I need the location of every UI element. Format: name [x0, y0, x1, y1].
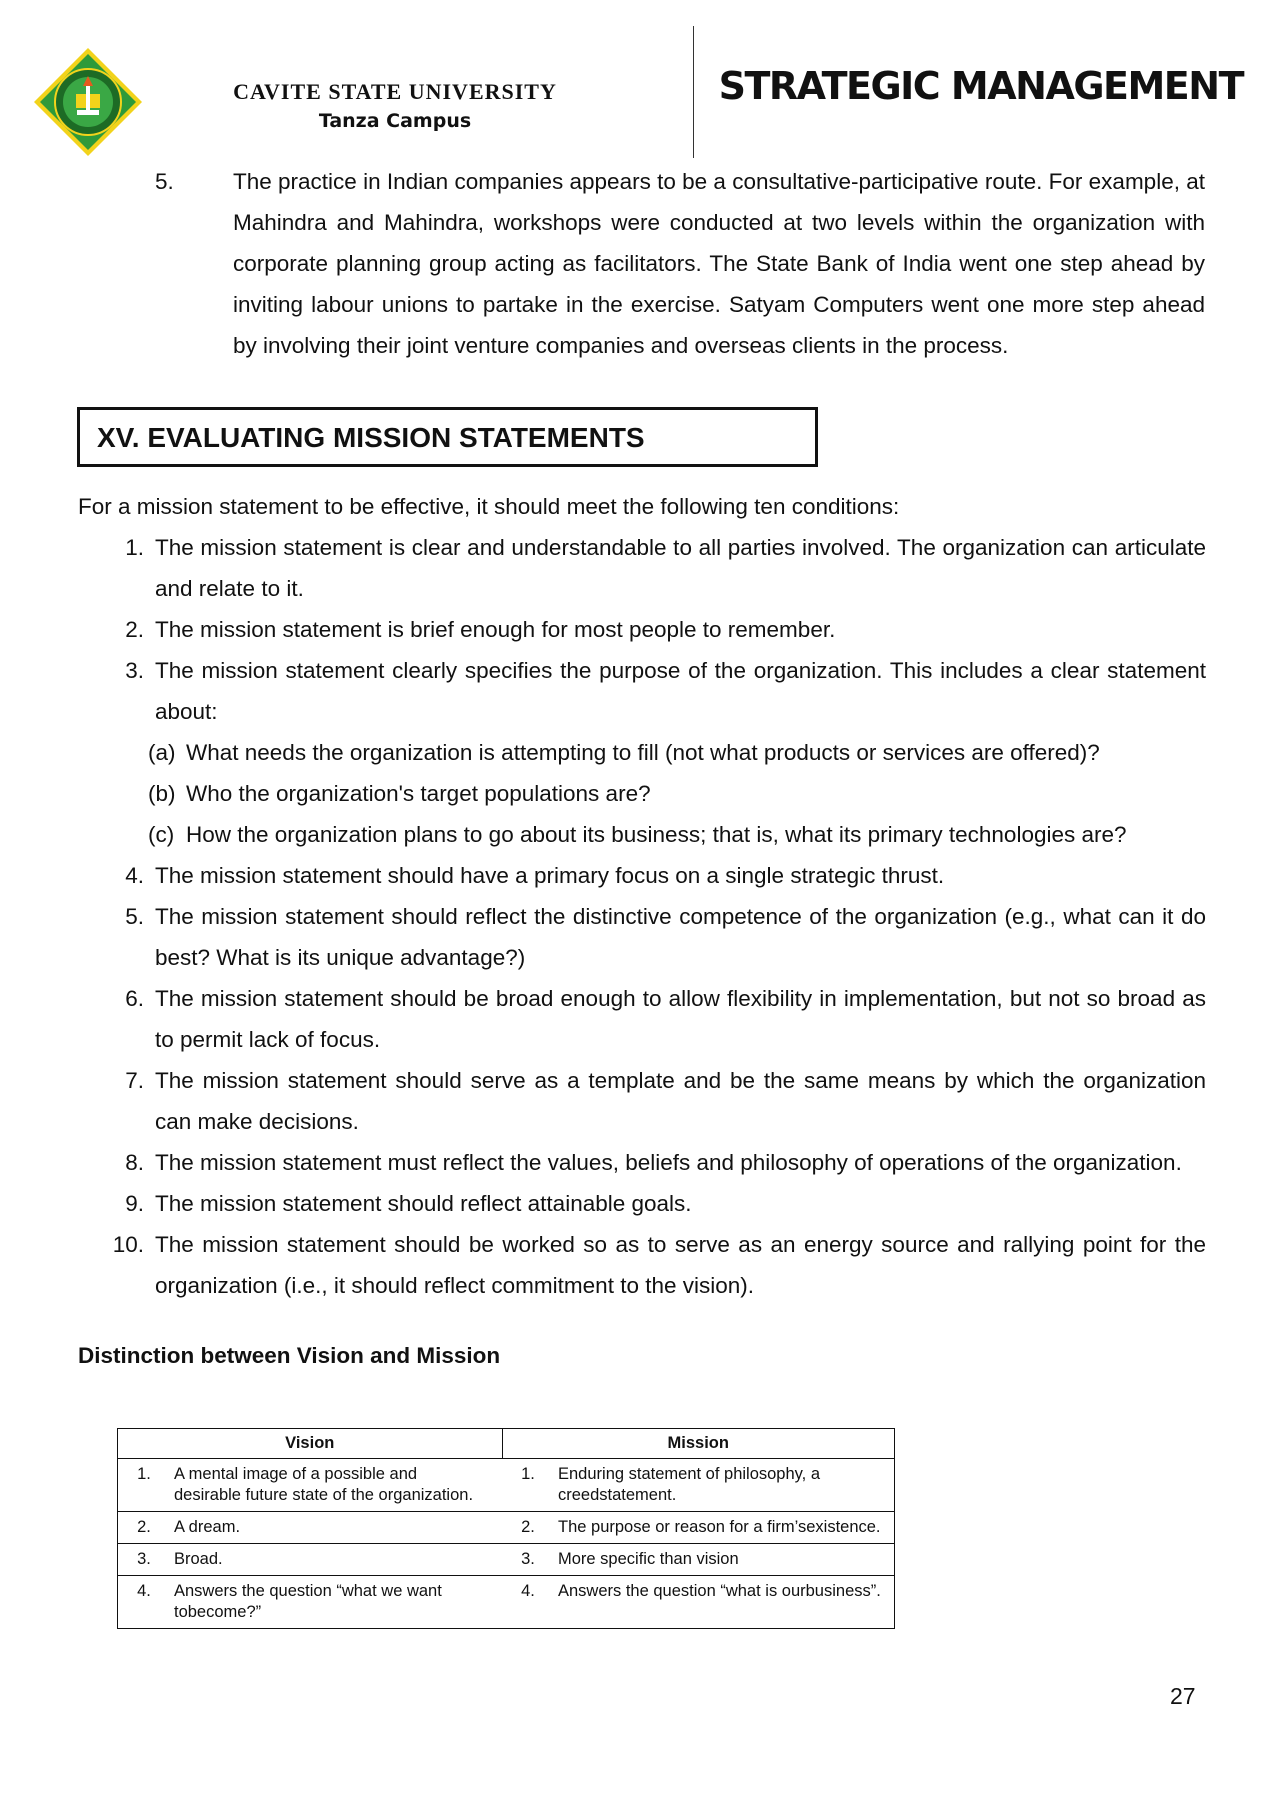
condition-number: 8. — [125, 1150, 144, 1175]
mission-cell: Answers the question “what is ourbusiness”. — [554, 1576, 895, 1629]
condition-number: 9. — [125, 1191, 144, 1216]
vision-number: 4. — [118, 1576, 171, 1629]
condition-number: 7. — [125, 1068, 144, 1093]
condition-text: The mission statement must reflect the values, beliefs and philosophy of operations of the organization. — [155, 1150, 1182, 1175]
list-item-number: 5. — [155, 169, 174, 194]
condition-2 — [110, 609, 1206, 650]
condition-3-sub-c — [148, 814, 1206, 855]
condition-number: 2. — [125, 617, 144, 642]
condition-3-sub-a — [148, 732, 1206, 773]
condition-9 — [110, 1183, 1206, 1224]
condition-text: The mission statement clearly specifies the purpose of the organization. This includes a clear statement about: — [155, 658, 1206, 724]
sub-item-letter: (a) — [148, 740, 176, 765]
condition-text: The mission statement should serve as a template and be the same means by which the organization can make decisions. — [155, 1068, 1206, 1134]
condition-text: The mission statement should have a primary focus on a single strategic thrust. — [155, 863, 945, 888]
condition-1 — [110, 527, 1206, 609]
condition-4 — [110, 855, 1206, 896]
condition-number: 5. — [125, 904, 144, 929]
condition-3 — [110, 650, 1206, 732]
header-divider — [693, 26, 694, 158]
sub-item-letter: (b) — [148, 781, 176, 806]
table-row — [118, 1544, 895, 1576]
course-title: STRATEGIC MANAGEMENT — [718, 64, 1243, 108]
condition-text: The mission statement should reflect attainable goals. — [155, 1191, 692, 1216]
sub-item-letter: (c) — [148, 822, 175, 847]
conditions-list — [110, 527, 1206, 1306]
mission-number: 4. — [502, 1576, 554, 1629]
distinction-title: Distinction between Vision and Mission — [78, 1343, 501, 1368]
condition-text: The mission statement is clear and understandable to all parties involved. The organization can articulate and relate to it. — [155, 535, 1206, 601]
mission-cell: More specific than vision — [554, 1544, 895, 1576]
table-header-row — [118, 1429, 895, 1459]
mission-header: Mission — [502, 1429, 895, 1459]
condition-7 — [110, 1060, 1206, 1142]
vision-number: 2. — [118, 1512, 171, 1544]
list-item-text: The practice in Indian companies appears to be a consultative-participative route. For example, at Mahindra and Mahindra, workshops were conducted at two levels within the organization with corporate planning group acting as facilitators. The State Bank of India went one step ahead by inviting labour unions to partake in the exercise. Satyam Computers went one more step ahead by involving their joint venture companies and overseas clients in the process. — [233, 169, 1205, 358]
condition-6 — [110, 978, 1206, 1060]
condition-number: 4. — [125, 863, 144, 888]
condition-3-sub-b — [148, 773, 1206, 814]
table-row — [118, 1459, 895, 1512]
mission-number: 2. — [502, 1512, 554, 1544]
mission-cell: The purpose or reason for a firm’sexistence. — [554, 1512, 895, 1544]
table-row — [118, 1512, 895, 1544]
vision-number: 3. — [118, 1544, 171, 1576]
mission-number: 1. — [502, 1459, 554, 1512]
condition-text: The mission statement should reflect the distinctive competence of the organization (e.g., what can it do best? What is its unique advantage?) — [155, 904, 1206, 970]
condition-text: The mission statement should be worked so as to serve as an energy source and rallying point for the organization (i.e., it should reflect commitment to the vision). — [155, 1232, 1206, 1298]
section-heading-box — [77, 407, 818, 467]
vision-cell: Answers the question “what we want tobecome?” — [170, 1576, 502, 1629]
sub-item-text: What needs the organization is attempting to fill (not what products or services are offered)? — [186, 740, 1100, 765]
vision-cell: Broad. — [170, 1544, 502, 1576]
table-row — [118, 1576, 895, 1629]
mission-number: 3. — [502, 1544, 554, 1576]
sub-item-text: How the organization plans to go about its business; that is, what its primary technologies are? — [186, 822, 1127, 847]
vision-cell: A mental image of a possible and desirable future state of the organization. — [170, 1459, 502, 1512]
condition-text: The mission statement is brief enough for most people to remember. — [155, 617, 836, 642]
condition-number: 6. — [125, 986, 144, 1011]
condition-number: 1. — [125, 535, 144, 560]
condition-8 — [110, 1142, 1206, 1183]
vision-number: 1. — [118, 1459, 171, 1512]
university-seal-icon — [32, 46, 144, 158]
condition-number: 10. — [112, 1232, 144, 1257]
page-number: 27 — [1170, 1683, 1196, 1709]
condition-text: The mission statement should be broad enough to allow flexibility in implementation, but not so broad as to permit lack of focus. — [155, 986, 1206, 1052]
condition-10 — [110, 1224, 1206, 1306]
sub-item-text: Who the organization's target populations are? — [186, 781, 651, 806]
condition-5 — [110, 896, 1206, 978]
vision-header: Vision — [118, 1429, 503, 1459]
section-intro: For a mission statement to be effective, it should meet the following ten conditions: — [78, 494, 900, 519]
list-item-5 — [155, 161, 1205, 366]
section-title: XV. EVALUATING MISSION STATEMENTS — [97, 422, 645, 453]
condition-number: 3. — [125, 658, 144, 683]
mission-cell: Enduring statement of philosophy, a creedstatement. — [554, 1459, 895, 1512]
campus-name: Tanza Campus — [318, 110, 472, 132]
university-name: CAVITE STATE UNIVERSITY — [233, 79, 557, 104]
vision-mission-table — [117, 1428, 895, 1629]
vision-cell: A dream. — [170, 1512, 502, 1544]
